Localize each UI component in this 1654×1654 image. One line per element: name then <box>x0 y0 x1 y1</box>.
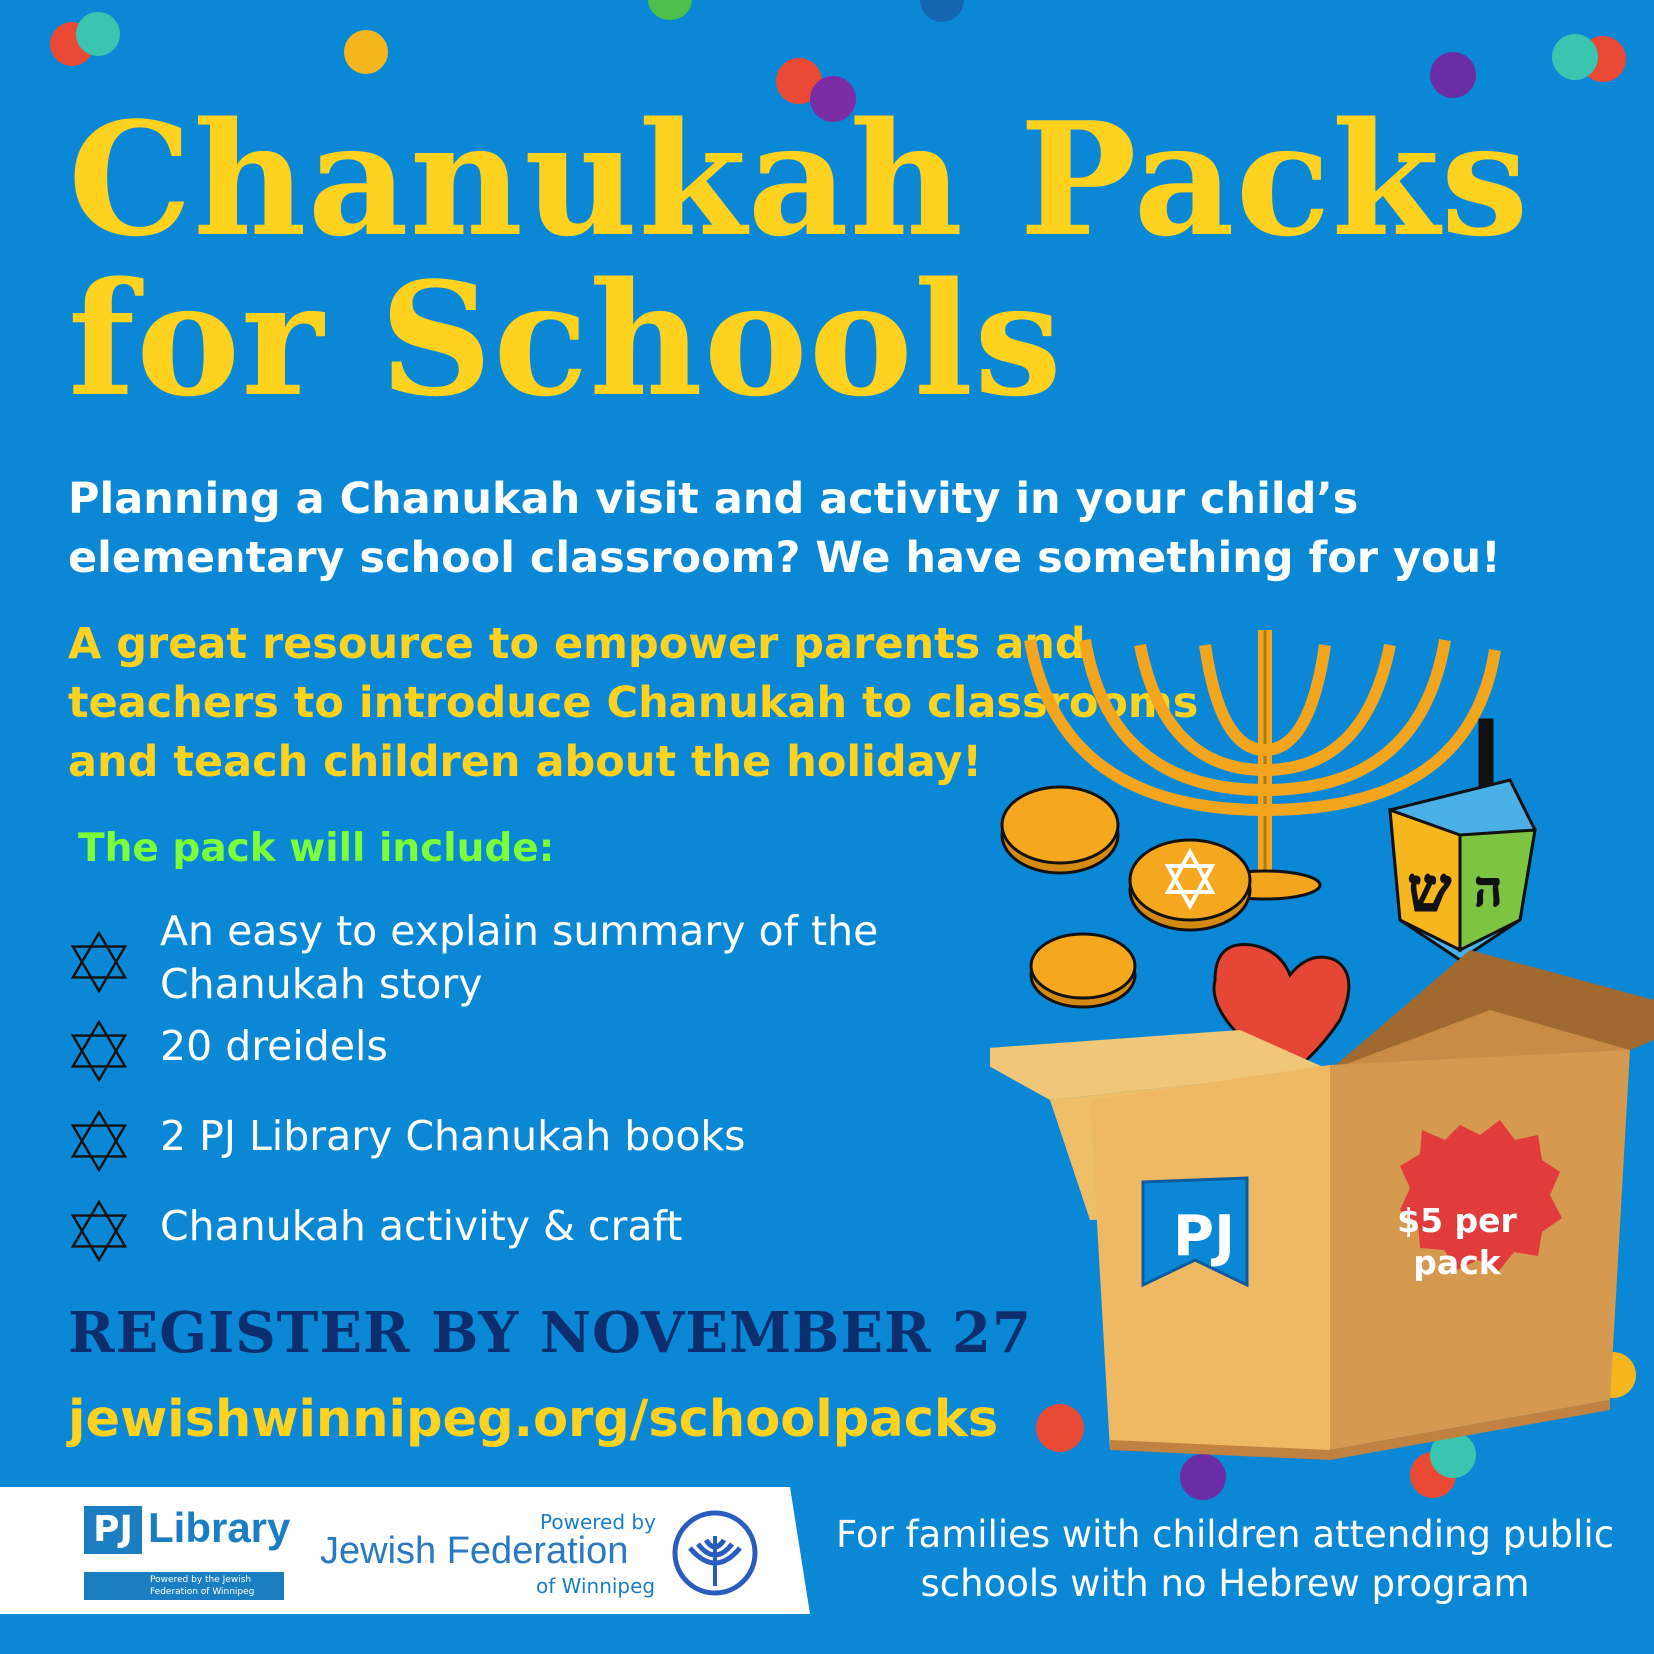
federation-name: Jewish Federation <box>320 1530 629 1572</box>
svg-text:ש: ש <box>1408 855 1451 925</box>
eligibility-note: For families with children attending public schools with no Hebrew program <box>835 1513 1615 1605</box>
list-item-text: 20 dreidels <box>160 1022 388 1070</box>
confetti-dot <box>648 0 692 20</box>
star-of-david-icon <box>70 1020 128 1082</box>
box-logo-text: PJ <box>1173 1204 1235 1269</box>
resource-text: A great resource to empower parents and teachers to introduce Chanukah to classrooms and teach children about the holiday! <box>68 619 1199 787</box>
gelt-coin-icon <box>1002 787 1118 873</box>
title-line-2: for Schools <box>68 248 1063 431</box>
list-item-text: An easy to explain summary of the Chanukah story <box>160 907 879 1008</box>
star-of-david-icon <box>70 1200 128 1262</box>
federation-city: of Winnipeg <box>536 1574 656 1598</box>
pj-badge: PJ <box>84 1506 142 1554</box>
svg-text:ה: ה <box>1475 862 1502 916</box>
chanukah-illustration <box>990 620 1654 1480</box>
gelt-coin-icon <box>1031 934 1135 1007</box>
confetti-dot <box>76 12 120 56</box>
gelt-coin-icon <box>1130 840 1250 930</box>
powered-by-label: Powered by <box>540 1510 656 1534</box>
register-deadline: REGISTER BY NOVEMBER 27 <box>68 1300 1032 1366</box>
include-heading: The pack will include: <box>78 826 555 871</box>
pj-library-logo: Library <box>148 1504 291 1551</box>
dreidel-icon <box>1390 720 1535 960</box>
register-link[interactable]: jewishwinnipeg.org/schoolpacks <box>68 1390 999 1449</box>
federation-logo-icon <box>670 1508 760 1598</box>
intro-text: Planning a Chanukah visit and activity in your child’s elementary school classroom? We have something for you! <box>68 474 1501 583</box>
confetti-dot <box>344 30 388 74</box>
star-of-david-icon <box>70 931 128 993</box>
star-of-david-icon <box>70 1110 128 1172</box>
price-label: $5 per pack <box>1397 1201 1517 1282</box>
list-item-text: Chanukah activity & craft <box>160 1202 683 1250</box>
list-item-text: 2 PJ Library Chanukah books <box>160 1112 746 1160</box>
confetti-dot <box>1552 34 1598 80</box>
page-title <box>68 88 1608 431</box>
title-line-1: Chanukah Packs <box>68 88 1530 271</box>
confetti-dot <box>920 0 964 22</box>
pj-powered-strip: Powered by the Jewish Federation of Winnipeg <box>84 1572 284 1600</box>
